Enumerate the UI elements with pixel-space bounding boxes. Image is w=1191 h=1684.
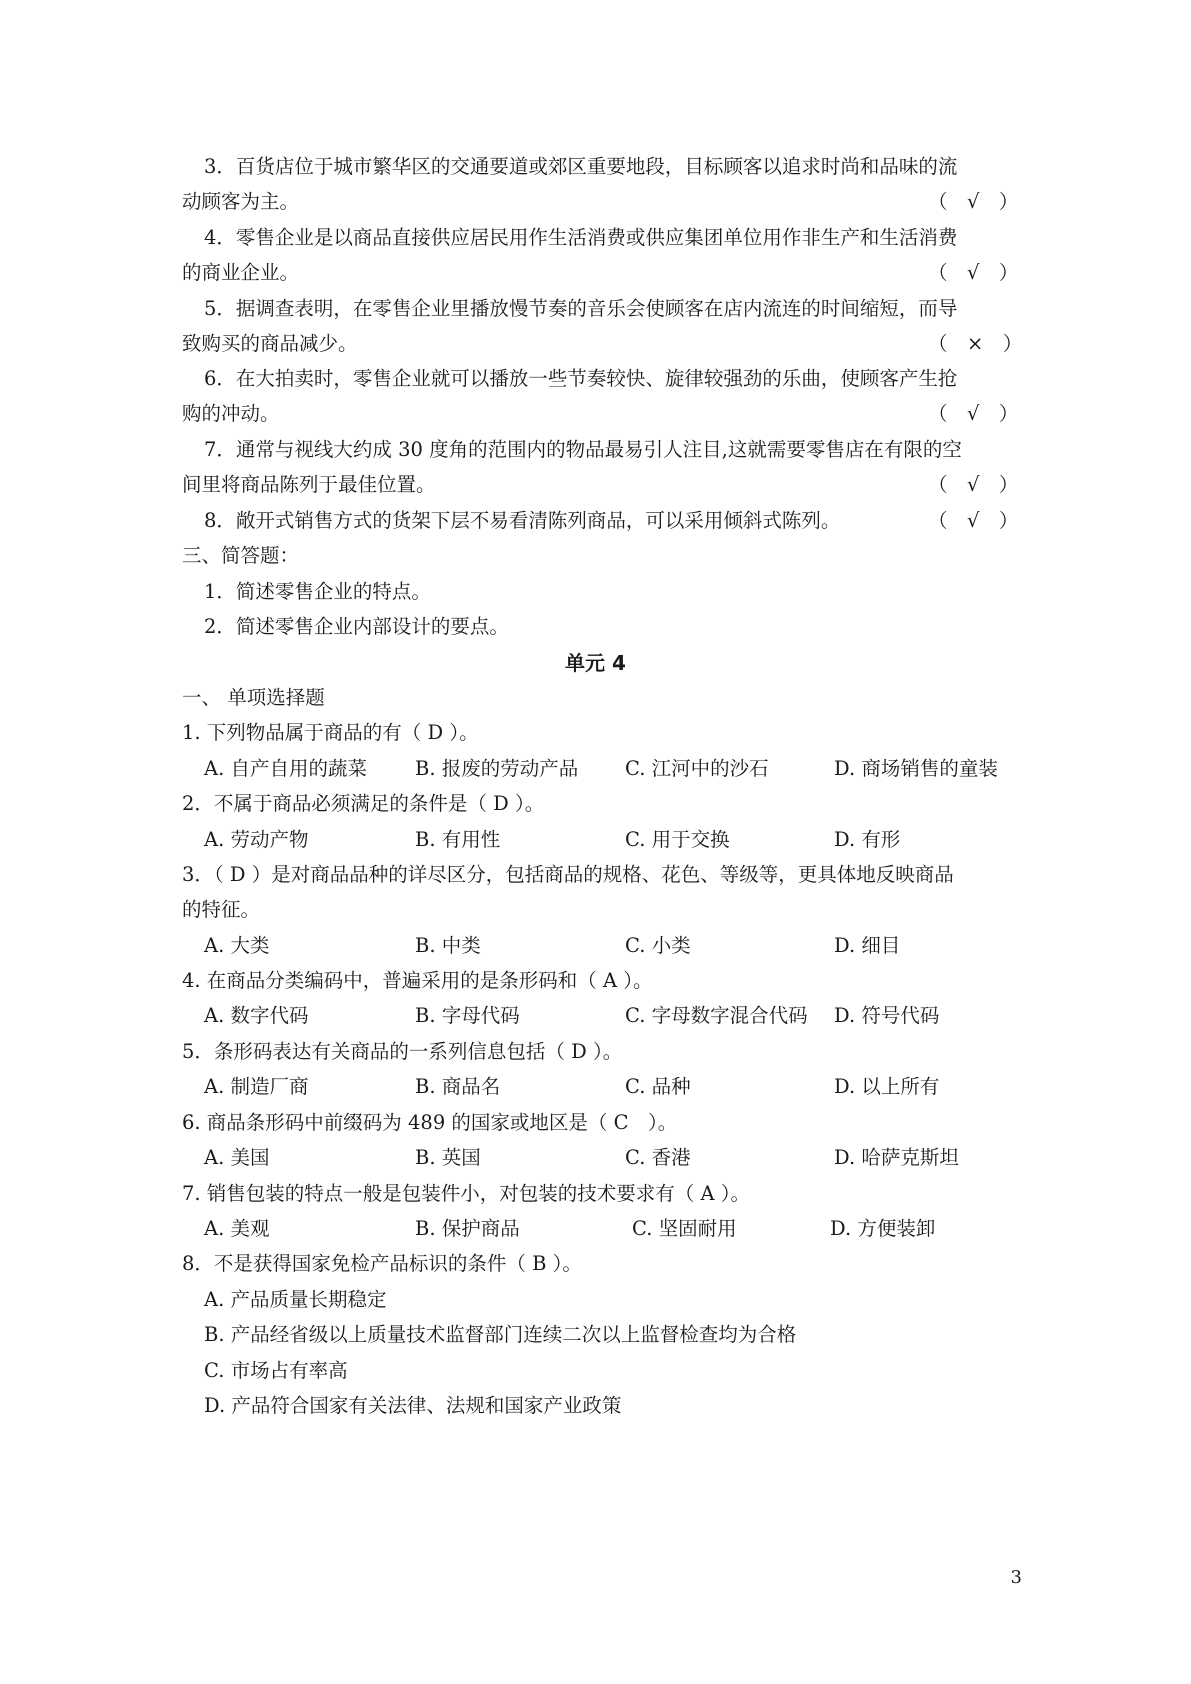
q5-option-d: D. 以上所有 xyxy=(834,1075,940,1098)
q8-option-a: A. 产品质量长期稳定 xyxy=(204,1288,387,1311)
q5-option-c: C. 品种 xyxy=(625,1075,691,1098)
short-answer-item-1: 1．简述零售企业的特点。 xyxy=(204,580,431,603)
judgement-item-4-line2: 的商业企业。 xyxy=(182,261,300,284)
judgement-item-6-mark: （ √ ） xyxy=(928,402,1019,425)
judgement-item-7-line2: 间里将商品陈列于最佳位置。 xyxy=(182,473,436,496)
q6-option-c: C. 香港 xyxy=(625,1146,691,1169)
judgement-item-3-line1: 3．百货店位于城市繁华区的交通要道或郊区重要地段，目标顾客以追求时尚和品味的流 xyxy=(204,155,958,178)
question-8: 8．不是获得国家免检产品标识的条件（ B ）。 xyxy=(182,1252,582,1275)
q1-option-c: C. 江河中的沙石 xyxy=(625,757,769,780)
q7-option-c: C. 坚固耐用 xyxy=(632,1217,737,1240)
judgement-item-5-line1: 5．据调查表明，在零售企业里播放慢节奏的音乐会使顾客在店内流连的时间缩短，而导 xyxy=(204,297,958,320)
judgement-item-6-line2: 购的冲动。 xyxy=(182,402,280,425)
q3-option-a: A. 大类 xyxy=(204,934,270,957)
page-number: 3 xyxy=(1010,1567,1022,1588)
judgement-item-6-line1: 6．在大拍卖时，零售企业就可以播放一些节奏较快、旋律较强劲的乐曲，使顾客产生抢 xyxy=(204,367,958,390)
q5-option-a: A. 制造厂商 xyxy=(204,1075,309,1098)
question-5: 5．条形码表达有关商品的一系列信息包括（ D ）。 xyxy=(182,1040,623,1063)
q7-option-b: B. 保护商品 xyxy=(415,1217,520,1240)
judgement-item-8-line1: 8．敞开式销售方式的货架下层不易看清陈列商品，可以采用倾斜式陈列。 xyxy=(204,509,841,532)
judgement-item-8-mark: （ √ ） xyxy=(928,509,1019,532)
q4-option-a: A. 数字代码 xyxy=(204,1004,309,1027)
q4-option-d: D. 符号代码 xyxy=(834,1004,940,1027)
question-2: 2．不属于商品必须满足的条件是（ D ）。 xyxy=(182,792,545,815)
q3-option-c: C. 小类 xyxy=(625,934,691,957)
q3-option-d: D. 细目 xyxy=(834,934,901,957)
question-7: 7. 销售包装的特点一般是包装件小，对包装的技术要求有（ A ）。 xyxy=(182,1182,751,1205)
unit-heading: 单元 4 xyxy=(565,651,626,675)
question-1: 1. 下列物品属于商品的有（ D ）。 xyxy=(182,721,479,744)
q5-option-b: B. 商品名 xyxy=(415,1075,501,1098)
judgement-item-7-mark: （ √ ） xyxy=(928,473,1019,496)
q6-option-a: A. 美国 xyxy=(204,1146,270,1169)
q2-option-a: A. 劳动产物 xyxy=(204,828,309,851)
question-4: 4. 在商品分类编码中，普遍采用的是条形码和（ A ）。 xyxy=(182,969,653,992)
judgement-item-3-mark: （ √ ） xyxy=(928,190,1019,213)
q2-option-d: D. 有形 xyxy=(834,828,901,851)
q8-option-d: D. 产品符合国家有关法律、法规和国家产业政策 xyxy=(204,1394,622,1417)
q2-option-c: C. 用于交换 xyxy=(625,828,730,851)
judgement-item-4-mark: （ √ ） xyxy=(928,261,1019,284)
q2-option-b: B. 有用性 xyxy=(415,828,501,851)
question-6: 6. 商品条形码中前缀码为 489 的国家或地区是（ C ）。 xyxy=(182,1111,678,1134)
question-3: 3．（ D ）是对商品品种的详尽区分，包括商品的规格、花色、等级等，更具体地反映商品 xyxy=(182,863,954,886)
section-title: 一、 单项选择题 xyxy=(182,686,325,709)
q7-option-d: D. 方便装卸 xyxy=(830,1217,936,1240)
q4-option-b: B. 字母代码 xyxy=(415,1004,520,1027)
judgement-item-4-line1: 4．零售企业是以商品直接供应居民用作生活消费或供应集团单位用作非生产和生活消费 xyxy=(204,226,958,249)
q7-option-a: A. 美观 xyxy=(204,1217,270,1240)
q8-option-b: B. 产品经省级以上质量技术监督部门连续二次以上监督检查均为合格 xyxy=(204,1323,797,1346)
q1-option-a: A. 自产自用的蔬菜 xyxy=(204,757,367,780)
q1-option-b: B. 报废的劳动产品 xyxy=(415,757,579,780)
judgement-item-5-line2: 致购买的商品减少。 xyxy=(182,332,358,355)
q1-option-d: D. 商场销售的童装 xyxy=(834,757,998,780)
judgement-item-5-mark: （ × ） xyxy=(928,332,1023,355)
short-answer-item-2: 2．简述零售企业内部设计的要点。 xyxy=(204,615,509,638)
judgement-item-3-line2: 动顾客为主。 xyxy=(182,190,300,213)
q6-option-d: D. 哈萨克斯坦 xyxy=(834,1146,959,1169)
short-answer-title: 三、简答题： xyxy=(182,544,300,567)
q8-option-c: C. 市场占有率高 xyxy=(204,1359,348,1382)
q3-option-b: B. 中类 xyxy=(415,934,481,957)
q4-option-c: C. 字母数字混合代码 xyxy=(625,1004,808,1027)
q6-option-b: B. 英国 xyxy=(415,1146,481,1169)
question-3-cont: 的特征。 xyxy=(182,898,261,921)
judgement-item-7-line1: 7．通常与视线大约成 30 度角的范围内的物品最易引人注目,这就需要零售店在有限的空 xyxy=(204,438,962,461)
